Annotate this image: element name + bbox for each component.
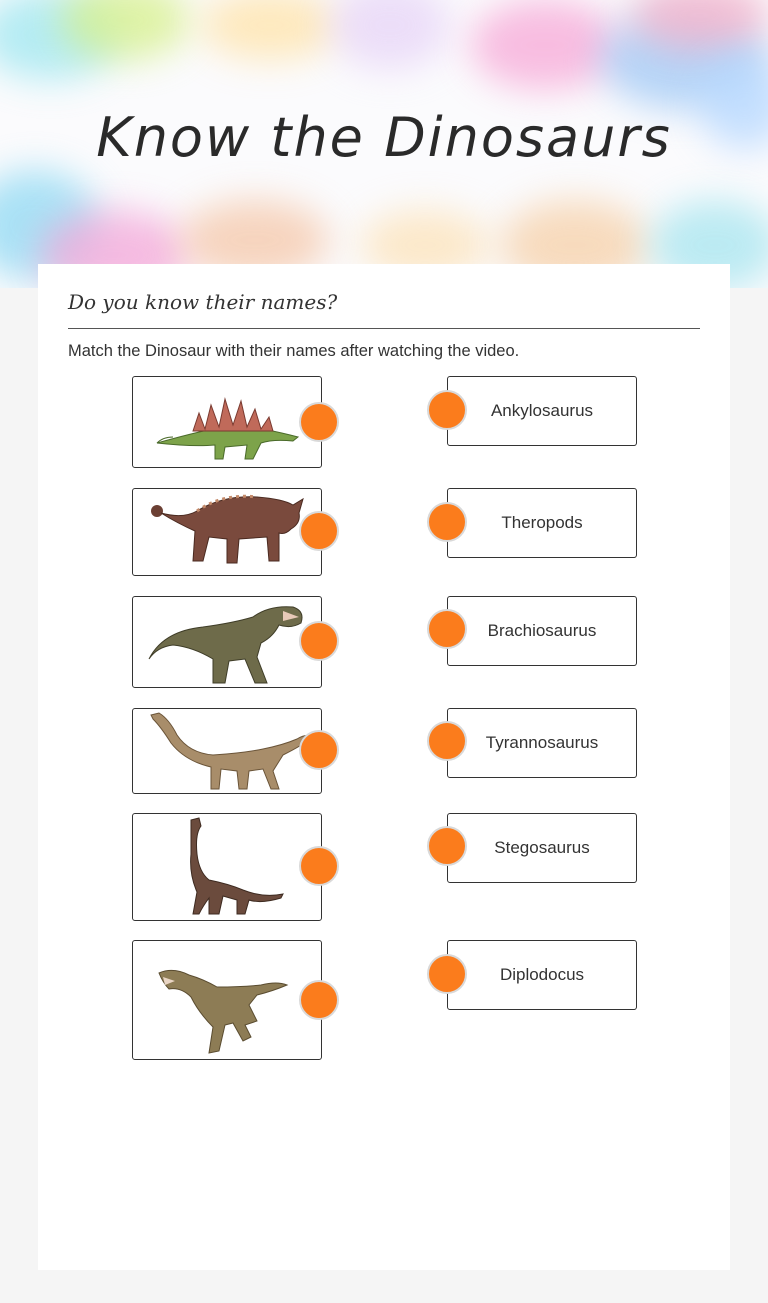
stegosaurus-picture-icon — [133, 377, 321, 467]
name-label: Diplodocus — [499, 965, 585, 984]
match-dot-name-1[interactable] — [427, 390, 467, 430]
picture-box-brachiosaurus — [132, 813, 322, 921]
divider — [68, 328, 700, 329]
brachiosaurus-picture-icon — [133, 814, 321, 920]
name-box-6 — [447, 940, 637, 1010]
name-label: Theropods — [501, 513, 583, 532]
match-dot-picture-3[interactable] — [299, 621, 339, 661]
diplodocus-picture-icon — [133, 709, 321, 793]
name-box-4 — [447, 708, 637, 778]
name-box-1 — [447, 376, 637, 446]
name-box-2 — [447, 488, 637, 558]
tyrannosaurus-picture-icon — [133, 597, 321, 687]
match-dot-picture-4[interactable] — [299, 730, 339, 770]
match-dot-picture-2[interactable] — [299, 511, 339, 551]
watercolor-banner — [0, 0, 768, 288]
name-box-3 — [447, 596, 637, 666]
theropod-picture-icon — [133, 941, 321, 1059]
name-label: Ankylosaurus — [490, 401, 594, 420]
instruction-text: Match the Dinosaur with their names after watching the video. — [68, 342, 520, 360]
ankylosaurus-picture-icon — [133, 489, 321, 575]
picture-box-theropod — [132, 940, 322, 1060]
page-title: Know the Dinosaurs — [96, 106, 672, 169]
match-dot-name-2[interactable] — [427, 502, 467, 542]
worksheet-subtitle: Do you know their names? — [68, 290, 338, 314]
match-dot-name-3[interactable] — [427, 609, 467, 649]
match-dot-name-5[interactable] — [427, 826, 467, 866]
picture-box-tyrannosaurus — [132, 596, 322, 688]
name-label: Tyrannosaurus — [485, 733, 599, 752]
match-dot-picture-6[interactable] — [299, 980, 339, 1020]
name-label: Brachiosaurus — [487, 621, 597, 640]
match-dot-picture-1[interactable] — [299, 402, 339, 442]
match-dot-picture-5[interactable] — [299, 846, 339, 886]
picture-box-diplodocus — [132, 708, 322, 794]
name-box-5 — [447, 813, 637, 883]
picture-box-ankylosaurus — [132, 488, 322, 576]
match-dot-name-4[interactable] — [427, 721, 467, 761]
match-dot-name-6[interactable] — [427, 954, 467, 994]
name-label: Stegosaurus — [494, 838, 590, 857]
picture-box-stegosaurus — [132, 376, 322, 468]
